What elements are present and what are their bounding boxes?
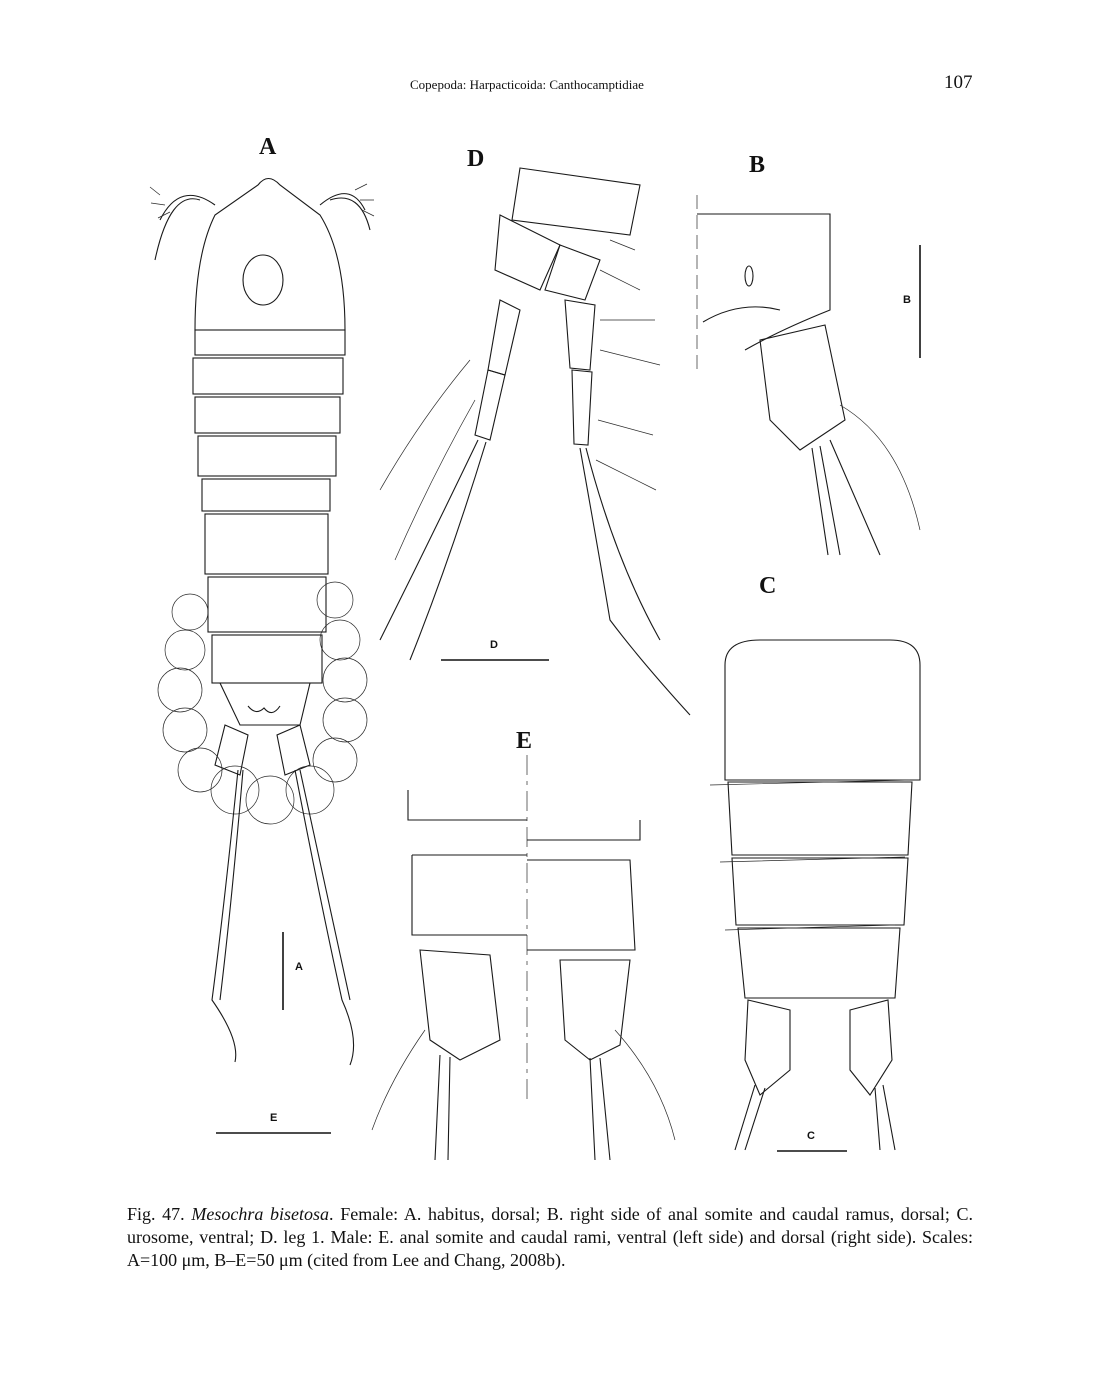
scale-label-d: D [490, 639, 498, 651]
caption-fig-label: Fig. 47. [127, 1204, 185, 1224]
panel-label-c: C [759, 573, 777, 599]
scale-label-b: B [903, 294, 911, 306]
page-number: 107 [944, 72, 973, 93]
leg1-drawing [380, 168, 690, 715]
figure-caption [127, 1203, 973, 1272]
caption-species: Mesochra bisetosa [191, 1204, 330, 1224]
panel-label-b: B [749, 152, 766, 178]
running-title: Copepoda: Harpacticoida: Canthocamptidiae [410, 77, 644, 92]
male-anal-somite-drawing [372, 755, 675, 1160]
anal-somite-drawing [697, 195, 920, 555]
urosome-drawing [710, 640, 920, 1150]
caption-body: . Female: A. habitus, dorsal; B. right side of anal somite and caudal ramus, dorsal; C. urosome, ventral; D. leg 1. Male: E. anal somite and caudal rami, ventral (left side) and dorsal (right side). Scales: A=100 μm, B–E=50 μm (cited from Lee and Chang, 2008b). [127, 1204, 974, 1270]
panel-label-a: A [259, 134, 277, 160]
scale-label-a: A [295, 961, 303, 973]
panel-label-d: D [467, 146, 485, 172]
panel-label-e: E [516, 728, 533, 754]
habitus-drawing [150, 179, 374, 1066]
scale-label-e: E [270, 1112, 278, 1124]
scale-label-c: C [807, 1130, 815, 1142]
